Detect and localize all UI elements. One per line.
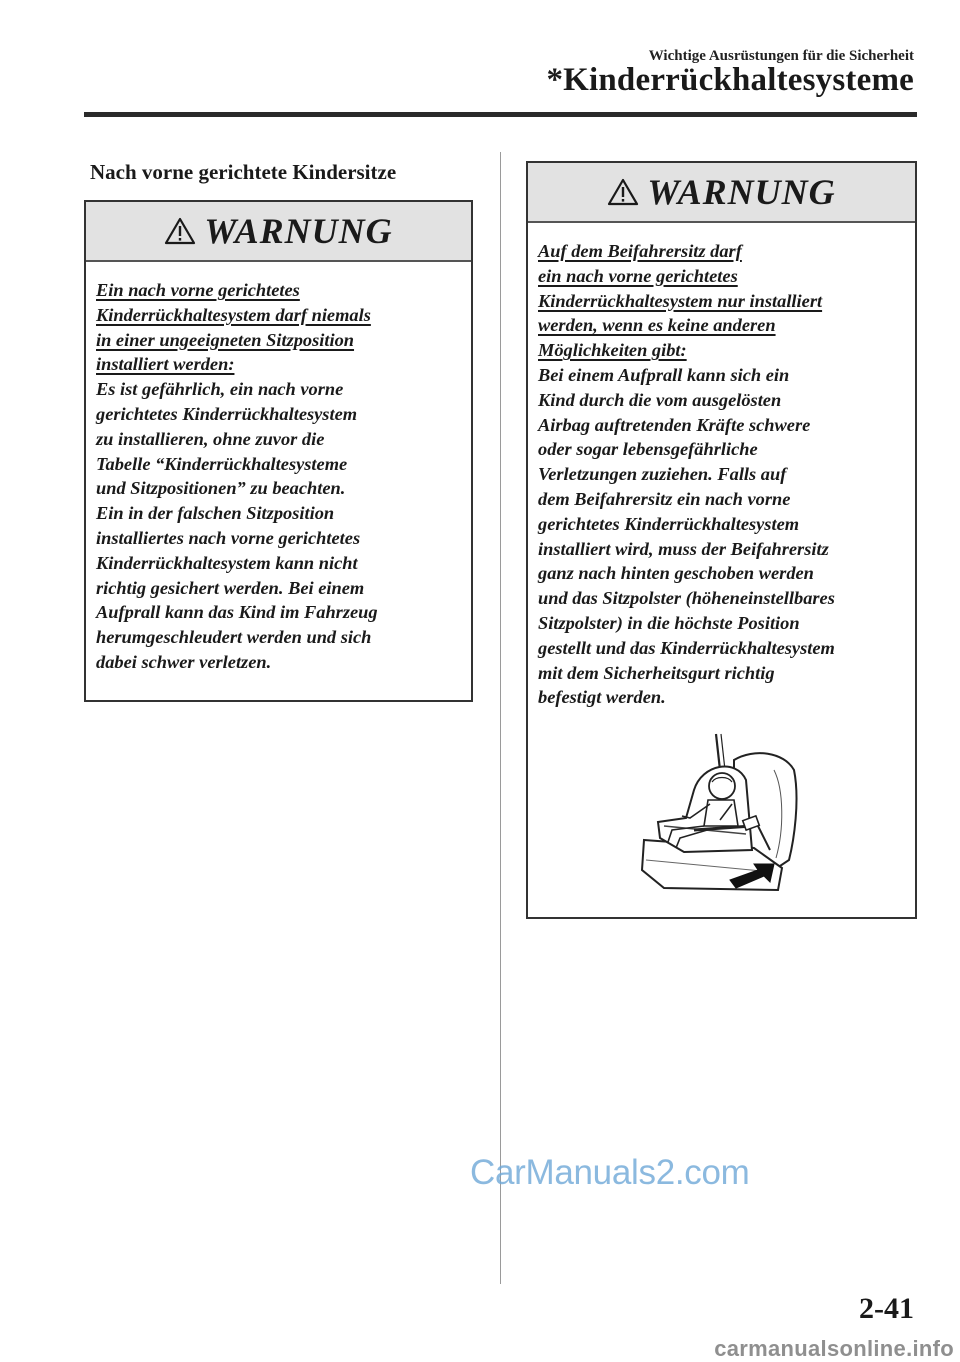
- warning-triangle-icon: [607, 178, 639, 206]
- warning-box-left: [84, 200, 473, 702]
- warning-label: WARNUNG: [647, 172, 836, 212]
- footer-watermark: carmanualsonline.info: [714, 1336, 954, 1361]
- warning-lead-line: Ein nach vorne gerichtetes: [96, 280, 300, 300]
- warning-body-line: gestellt und das Kinderrückhaltesystem: [538, 637, 835, 658]
- warning-body-line: Kinderrückhaltesystem kann nicht: [96, 552, 358, 573]
- child-seat-illustration: [624, 730, 804, 900]
- warning-body-line: Verletzungen zuziehen. Falls auf: [538, 464, 787, 485]
- warning-body-line: gerichtetes Kinderrückhaltesystem: [538, 513, 800, 534]
- warning-body-line: herumgeschleudert werden und sich: [96, 627, 372, 648]
- warning-body-line: richtig gesichert werden. Bei einem: [96, 577, 365, 598]
- header-rule: [84, 112, 917, 117]
- warning-body-line: oder sogar lebensgefährliche: [538, 439, 758, 460]
- warning-body-line: dabei schwer verletzen.: [96, 651, 272, 672]
- warning-body-line: und das Sitzpolster (höheneinstellbares: [538, 588, 835, 609]
- warning-header: [86, 202, 471, 262]
- warning-body-line: dem Beifahrersitz ein nach vorne: [538, 488, 791, 509]
- warning-body-line: Tabelle “Kinderrückhaltesysteme: [96, 453, 348, 474]
- warning-body-line: zu installieren, ohne zuvor die: [96, 428, 325, 449]
- warning-label: WARNUNG: [204, 211, 393, 251]
- warning-body-line: Aufprall kann das Kind im Fahrzeug: [96, 602, 378, 623]
- warning-lead-line: installiert werden:: [96, 354, 235, 375]
- warning-triangle-icon: [164, 217, 196, 245]
- warning-lead-line: Kinderrückhaltesystem nur installiert: [538, 290, 823, 311]
- warning-body-line: gerichtetes Kinderrückhaltesystem: [96, 403, 358, 424]
- warning-body-line: und Sitzpositionen” zu beachten.: [96, 478, 346, 499]
- warning-header: [528, 163, 915, 223]
- warning-body-line: installiertes nach vorne gerichtetes: [96, 527, 361, 548]
- warning-body-line: mit dem Sicherheitsgurt richtig: [538, 662, 775, 683]
- warning-body-line: befestigt werden.: [538, 687, 666, 708]
- warning-lead-line: Auf dem Beifahrersitz darf: [538, 241, 742, 261]
- warning-text: [528, 223, 915, 710]
- warning-body-line: Kind durch die vom ausgelösten: [538, 389, 782, 410]
- warning-lead-line: Möglichkeiten gibt:: [538, 340, 687, 361]
- warning-lead-line: Kinderrückhaltesystem darf niemals: [96, 304, 371, 325]
- column-divider: [500, 152, 501, 1284]
- section-title: Nach vorne gerichtete Kindersitze: [90, 160, 397, 184]
- watermark: CarManuals2.com: [470, 1153, 750, 1192]
- page-number: 2-41: [859, 1292, 914, 1325]
- warning-lead-line: werden, wenn es keine anderen: [538, 315, 776, 336]
- warning-body-line: Sitzpolster) in die höchste Position: [538, 612, 800, 633]
- warning-text: [86, 262, 471, 675]
- page-title: *Kinderrückhaltesysteme: [546, 62, 914, 98]
- warning-body-line: Airbag auftretenden Kräfte schwere: [538, 414, 811, 435]
- warning-lead-line: in einer ungeeigneten Sitzposition: [96, 329, 355, 350]
- warning-lead-line: ein nach vorne gerichtetes: [538, 265, 738, 286]
- warning-body-line: Bei einem Aufprall kann sich ein: [538, 364, 790, 385]
- header-subtitle: Wichtige Ausrüstungen für die Sicherheit: [648, 48, 914, 64]
- warning-body-line: Ein in der falschen Sitzposition: [96, 503, 335, 524]
- warning-body-line: ganz nach hinten geschoben werden: [538, 563, 814, 584]
- warning-body-line: Es ist gefährlich, ein nach vorne: [96, 379, 344, 400]
- warning-body-line: installiert wird, muss der Beifahrersitz: [538, 538, 829, 559]
